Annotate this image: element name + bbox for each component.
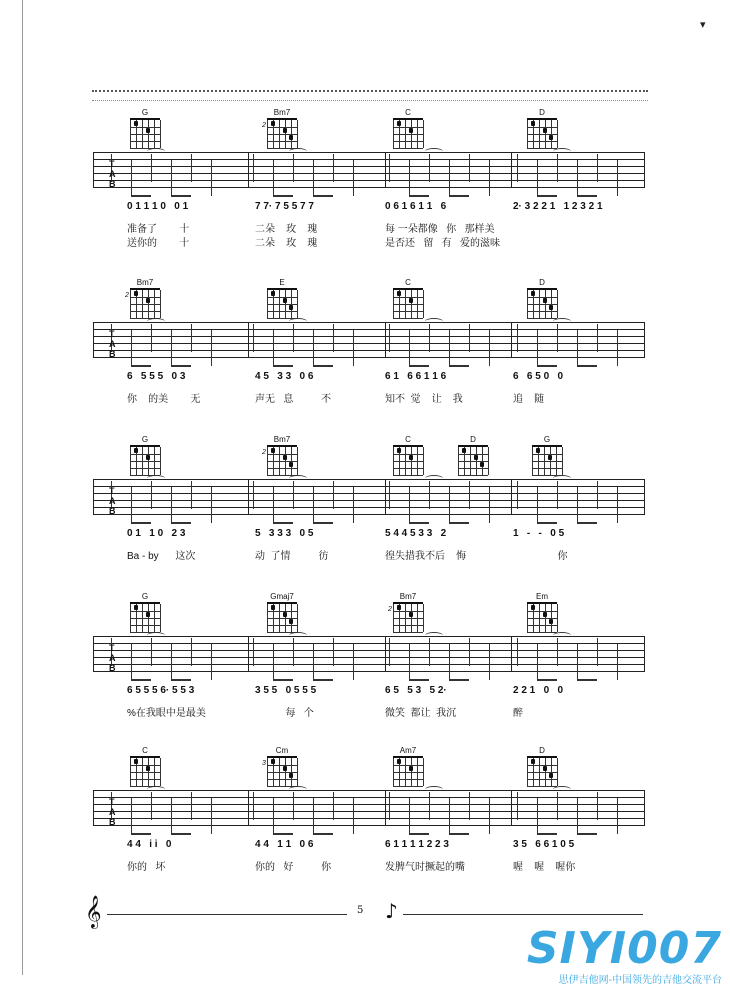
lyric-row xyxy=(127,234,647,248)
chord-grid xyxy=(267,118,297,148)
lyric-text: %在我眼中是最美 xyxy=(127,708,206,719)
chord-diagram xyxy=(125,278,165,318)
page-number: 5 xyxy=(357,905,364,916)
measure-notes: 6 5 5 5 6· 5 5 3 xyxy=(127,685,195,696)
lyric-text: 声无 息 不 xyxy=(255,394,332,405)
measure-notes: 5 3 3 3 0 5 xyxy=(255,528,314,539)
lyric-text: 每 个 xyxy=(255,708,314,719)
eighth-note-icon: ♪ xyxy=(385,899,398,923)
lyric-text: 发脾气时撅起的嘴 xyxy=(385,862,465,873)
tab-clef-letter: T xyxy=(109,329,115,339)
tab-staff xyxy=(93,636,645,670)
chord-grid xyxy=(130,756,160,786)
chord-name: G xyxy=(141,592,149,601)
measure-notes: 2 2 1 0 0 xyxy=(513,685,564,696)
chord-grid xyxy=(527,602,557,632)
lyric-text: 动 了情 彷 xyxy=(255,551,329,562)
chord-diagram xyxy=(262,435,302,475)
lyric-text: 徨失措我不后 悔 xyxy=(385,551,467,562)
lyric-text: 你 的美 无 xyxy=(127,394,201,405)
chord-fret-number: 2 xyxy=(262,122,266,129)
chord-grid xyxy=(458,445,488,475)
tab-staff xyxy=(93,790,645,824)
numbered-notation-row xyxy=(127,371,647,387)
chord-diagram xyxy=(522,592,562,632)
chord-diagram xyxy=(522,746,562,786)
lyric-text: 送你的 十 xyxy=(127,238,190,249)
chord-name: Bm7 xyxy=(273,108,291,117)
lyric-row xyxy=(127,390,647,404)
lyric-row xyxy=(127,404,647,418)
chord-grid xyxy=(527,288,557,318)
measure-notes: 4 4 1 1 0 6 xyxy=(255,839,314,850)
lyric-text: 准备了 十 xyxy=(127,224,190,235)
lyric-text: Ba - by 这次 xyxy=(127,551,196,562)
tab-clef-letter: T xyxy=(109,486,115,496)
treble-clef-icon: 𝄞 xyxy=(85,895,102,928)
tab-clef-letter: B xyxy=(109,349,116,359)
measure-notes: 4 5 3 3 0 6 xyxy=(255,371,314,382)
chord-diagram xyxy=(527,435,567,475)
lyric-text: 微笑 都让 我沉 xyxy=(385,708,457,719)
numbered-notation-row xyxy=(127,528,647,544)
measure-notes: 6 5 5 3 5 2· xyxy=(385,685,447,696)
measure-notes: 3 5 5 0 5 5 5 xyxy=(255,685,317,696)
tab-clef-letter: B xyxy=(109,663,116,673)
lyric-row xyxy=(127,561,647,575)
measure-notes: 5 4 4 5 3 3 2 xyxy=(385,528,447,539)
score-system xyxy=(0,278,730,438)
chord-grid xyxy=(130,445,160,475)
lyric-text: 是否还 留 有 爱的滋味 xyxy=(385,238,501,249)
chord-fret-number: 3 xyxy=(262,760,266,767)
chord-grid xyxy=(527,118,557,148)
chord-diagram xyxy=(125,435,165,475)
lyric-text: 你 xyxy=(513,551,568,562)
watermark xyxy=(527,925,722,986)
score-system xyxy=(0,108,730,268)
score-system xyxy=(0,435,730,595)
chord-fret-number: 2 xyxy=(262,449,266,456)
lyric-text: 每 一朵都像 你 那样美 xyxy=(385,224,495,235)
tab-clef-letter: A xyxy=(109,496,116,506)
chord-diagram xyxy=(388,108,428,148)
tab-clef-letter: A xyxy=(109,653,116,663)
numbered-notation-row xyxy=(127,201,647,217)
chord-grid xyxy=(393,288,423,318)
chord-diagram xyxy=(262,592,302,632)
tab-clef xyxy=(109,329,116,359)
tab-clef-letter: A xyxy=(109,169,116,179)
chord-name: Em xyxy=(536,592,548,601)
measure-notes: 0 1 1 0 2 3 xyxy=(127,528,186,539)
lyric-text: 二朵 玫 瑰 xyxy=(255,224,318,235)
chord-name: D xyxy=(539,746,545,755)
chord-name: C xyxy=(405,108,411,117)
measure-notes: 4 4 i i 0 xyxy=(127,839,172,850)
dotted-header-rule xyxy=(92,90,648,101)
chord-name: Am7 xyxy=(399,746,417,755)
lyric-text: 你的 好 你 xyxy=(255,862,332,873)
chord-grid xyxy=(130,118,160,148)
footer-rule-right xyxy=(403,914,643,915)
measure-notes: 7 7· 7 5 5 7 7 xyxy=(255,201,314,212)
measure-notes: 6 1 6 6 1 1 6 xyxy=(385,371,447,382)
chord-name: C xyxy=(405,278,411,287)
tab-clef xyxy=(109,486,116,516)
measure-notes: 6 1 1 1 1 2 2 3 xyxy=(385,839,449,850)
measure-notes: 3 5 6 6 1 0 5 xyxy=(513,839,575,850)
chord-name: Bm7 xyxy=(136,278,154,287)
tab-staff xyxy=(93,152,645,186)
chord-name: G xyxy=(141,108,149,117)
lyric-text: 喔 喔 喔你 xyxy=(513,862,576,873)
chord-name: Bm7 xyxy=(399,592,417,601)
lyric-row xyxy=(127,704,647,718)
chord-grid xyxy=(527,756,557,786)
lyric-text: 追 随 xyxy=(513,394,545,405)
tab-clef-letter: A xyxy=(109,339,116,349)
measure-notes: 0 6 1 6 1 1 6 xyxy=(385,201,447,212)
lyric-row xyxy=(127,872,647,886)
chord-diagram xyxy=(262,278,302,318)
lyric-row xyxy=(127,547,647,561)
lyric-text: 知不 觉 让 我 xyxy=(385,394,463,405)
chord-name: Gmaj7 xyxy=(270,592,294,601)
chord-name: Cm xyxy=(275,746,289,755)
measure-notes: 0 1 1 1 0 0 1 xyxy=(127,201,189,212)
chord-grid xyxy=(532,445,562,475)
score-system xyxy=(0,746,730,906)
chord-grid xyxy=(267,602,297,632)
tab-clef-letter: T xyxy=(109,159,115,169)
watermark-logo: SIYI007 xyxy=(526,923,722,974)
chord-diagram xyxy=(125,746,165,786)
chord-name: G xyxy=(543,435,551,444)
score-system xyxy=(0,592,730,752)
tab-clef xyxy=(109,159,116,189)
tab-clef-letter: T xyxy=(109,643,115,653)
chord-name: C xyxy=(405,435,411,444)
measure-notes: 6 6 5 0 0 xyxy=(513,371,564,382)
chord-diagram xyxy=(125,592,165,632)
chord-diagram xyxy=(522,108,562,148)
chord-grid xyxy=(393,118,423,148)
lyric-text: 你的 坏 xyxy=(127,862,166,873)
numbered-notation-row xyxy=(127,839,647,855)
corner-mark: ▾ xyxy=(700,19,706,31)
lyric-text: 醉 xyxy=(513,708,523,719)
watermark-tagline: 思伊吉他网-中国领先的吉他交流平台 xyxy=(558,975,722,986)
chord-name: Bm7 xyxy=(273,435,291,444)
numbered-notation-row xyxy=(127,685,647,701)
chord-grid xyxy=(267,756,297,786)
tab-clef xyxy=(109,643,116,673)
chord-name: D xyxy=(539,108,545,117)
tab-clef-letter: T xyxy=(109,797,115,807)
chord-name: C xyxy=(142,746,148,755)
chord-grid xyxy=(393,756,423,786)
lyric-row xyxy=(127,858,647,872)
chord-grid xyxy=(267,445,297,475)
measure-notes: 2· 3 2 2 1 1 2 3 2 1 xyxy=(513,201,603,212)
chord-diagram xyxy=(388,435,428,475)
footer-rule-left xyxy=(107,914,347,915)
chord-fret-number: 2 xyxy=(388,606,392,613)
tab-clef-letter: A xyxy=(109,807,116,817)
chord-grid xyxy=(393,602,423,632)
chord-diagram xyxy=(388,746,428,786)
chord-diagram xyxy=(388,278,428,318)
tab-staff xyxy=(93,479,645,513)
chord-grid xyxy=(130,602,160,632)
tab-clef-letter: B xyxy=(109,179,116,189)
chord-grid xyxy=(130,288,160,318)
chord-grid xyxy=(393,445,423,475)
chord-name: E xyxy=(279,278,285,287)
chord-fret-number: 2 xyxy=(125,292,129,299)
chord-grid xyxy=(267,288,297,318)
measure-notes: 1 - - 0 5 xyxy=(513,528,565,539)
chord-diagram xyxy=(453,435,493,475)
chord-diagram xyxy=(262,108,302,148)
lyric-row xyxy=(127,718,647,732)
chord-name: G xyxy=(141,435,149,444)
tab-clef-letter: B xyxy=(109,817,116,827)
chord-diagram xyxy=(262,746,302,786)
lyric-row xyxy=(127,220,647,234)
tab-clef-letter: B xyxy=(109,506,116,516)
chord-diagram xyxy=(125,108,165,148)
measure-notes: 6 5 5 5 0 3 xyxy=(127,371,186,382)
lyric-text: 二朵 玫 瑰 xyxy=(255,238,318,249)
chord-diagram xyxy=(388,592,428,632)
chord-diagram xyxy=(522,278,562,318)
chord-name: D xyxy=(539,278,545,287)
chord-name: D xyxy=(470,435,476,444)
tab-clef xyxy=(109,797,116,827)
tab-staff xyxy=(93,322,645,356)
